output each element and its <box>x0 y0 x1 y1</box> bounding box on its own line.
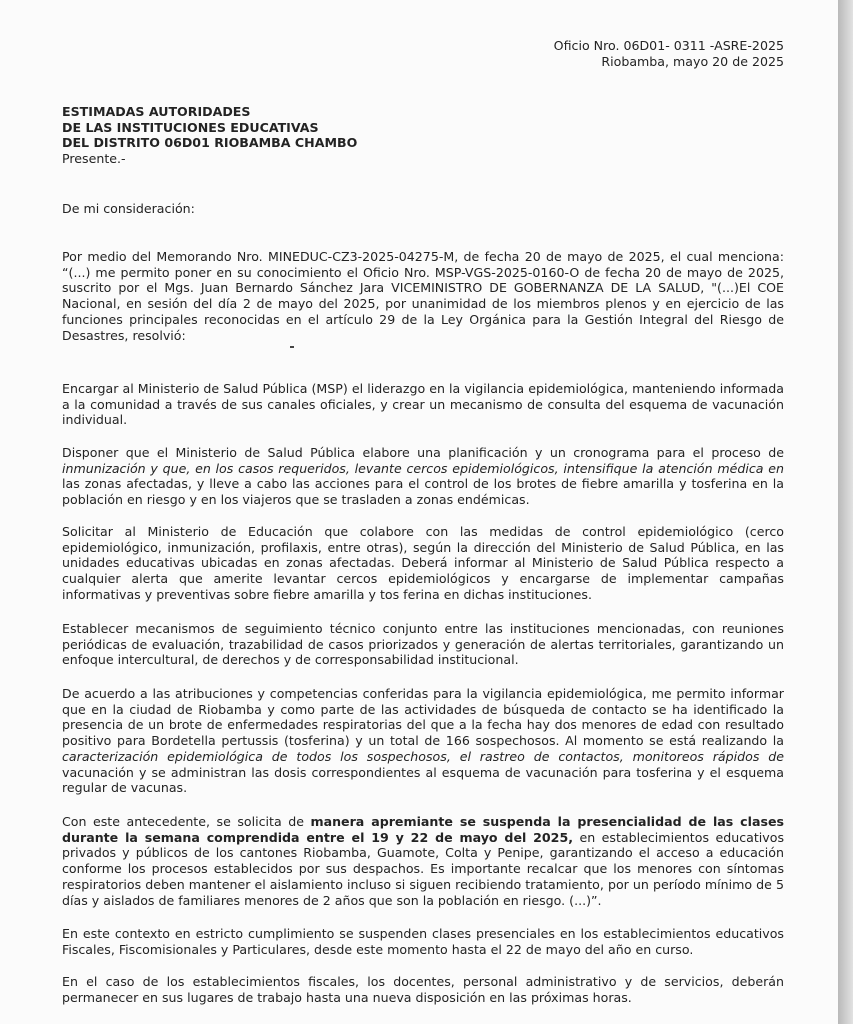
paragraph-memorandum: Por medio del Memorando Nro. MINEDUC-CZ3-2025-04275-M, de fecha 20 de mayo de 2025, el cual menciona: “(...) me permito poner en su conocimiento el Oficio Nro. MSP-VGS-2025-0160-O de fecha 20 de mayo de 2025, suscrito por el Mgs. Juan Bernardo Sánchez Jara VICEMINISTRO DE GOBERNANZA DE LA SALUD, "(...)El COE Nacional, en sesión del día 2 de mayo del 2025, por unanimidad de los miembros plenos y en ejercicio de las funciones principales reconocidas en el artículo 29 de la Ley Orgánica para la Gestión Integral del Riesgo de Desastres, resolvió: <box>62 249 784 343</box>
addressee-line-1: ESTIMADAS AUTORIDADES <box>62 104 251 119</box>
paragraph-de-acuerdo-italic: caracterización epidemiológica de todos los sospechosos, el rastreo de contactos, monitoreos rápidos de <box>62 748 784 764</box>
paragraph-antecedente <box>62 814 784 908</box>
place-date: Riobamba, mayo 20 de 2025 <box>601 53 784 69</box>
paragraph-de-acuerdo-part-c: vacunación y se administran las dosis correspondientes al esquema de vacunación para tosferina y el esquema regular de vacunas. <box>62 764 784 796</box>
paragraph-de-acuerdo-part-a: De acuerdo a las atribuciones y competencias conferidas para la vigilancia epidemiológica, me permito informar que en la ciudad de Riobamba y como parte de las actividades de búsqueda de contacto se ha identificado la presencia de un brote de enfermedades respiratorias del que a la fecha hay dos menores de edad con resultado positivo para Bordetella pertussis (tosferina) y un total de 166 sospechosos. Al momento se está realizando la <box>62 686 784 749</box>
addressee-line-2: DE LAS INSTITUCIONES EDUCATIVAS <box>62 119 319 135</box>
ink-mark <box>290 346 294 348</box>
paragraph-contexto: En este contexto en estricto cumplimiento se suspenden clases presenciales en los establecimientos educativos Fiscales, Fiscomisionales y Particulares, desde este momento hasta el 22 de mayo del año en curso. <box>62 926 784 957</box>
paragraph-solicitar: Solicitar al Ministerio de Educación que colabore con las medidas de control epidemiológico (cerco epidemiológico, inmunización, profilaxis, entre otras), según la dirección del Ministerio de Salud Pública, en las unidades educativas ubicadas en zonas afectadas. Deberá informar al Ministerio de Salud Pública respecto a cualquier alerta que amerite levantar cercos epidemiológicos y encargarse de implementar campañas informativas y preventivas sobre fiebre amarilla y tos ferina en dichas instituciones. <box>62 524 784 602</box>
paragraph-docentes: En el caso de los establecimientos fiscales, los docentes, personal administrativo y de servicios, deberán permanecer en sus lugares de trabajo hasta una nueva disposición en las próximas horas. <box>62 974 784 1005</box>
paragraph-disponer <box>62 445 784 508</box>
paragraph-encargar: Encargar al Ministerio de Salud Pública (MSP) el liderazgo en la vigilancia epidemiológica, manteniendo informada a la comunidad a través de sus canales oficiales, y crear un mecanismo de consulta del esquema de vacunación individual. <box>62 381 784 428</box>
addressee-line-4: Presente.- <box>62 151 126 167</box>
paragraph-antecedente-part-c: en establecimientos educativos privados y públicos de los cantones Riobamba, Guamote, Colta y Penipe, garantizando el acceso a educación conforme los procesos establecidos por sus despachos. Es importante recalcar que los menores con síntomas respiratorios deben mantener el aislamiento incluso si siguen recibiendo tratamiento, por un período mínimo de 5 días y aislados de familiares menores de 2 años que son la población en riesgo. (...)”. <box>62 829 785 908</box>
page-edge-shadow <box>838 0 853 1024</box>
paragraph-antecedente-part-a: Con este antecedente, se solicita de <box>62 814 311 829</box>
reference-block <box>554 38 784 69</box>
paragraph-disponer-part-a: Disponer que el Ministerio de Salud Pública elabore una planificación y un cronograma para el proceso de <box>62 445 784 460</box>
paragraph-disponer-part-c: las zonas afectadas, y lleve a cabo las acciones para el control de los brotes de fiebre amarilla y tosferina en la población en riesgo y en los viajeros que se trasladen a zonas endémicas. <box>62 476 784 508</box>
paragraph-establecer: Establecer mecanismos de seguimiento técnico conjunto entre las instituciones mencionadas, con reuniones periódicas de evaluación, trazabilidad de casos priorizados y generación de alertas territoriales, garantizando un enfoque intercultural, de derechos y de corresponsabilidad institucional. <box>62 621 784 668</box>
addressee-block <box>62 104 784 167</box>
paragraph-disponer-italic: inmunización y que, en los casos requeridos, levante cercos epidemiológicos, intensifique la atención médica en <box>62 460 784 476</box>
paragraph-antecedente-bold: manera apremiante se suspenda la presencialidad de las clases durante la semana comprendida entre el 19 y 22 de mayo del 2025, <box>62 814 784 845</box>
oficio-number: Oficio Nro. 06D01- 0311 -ASRE-2025 <box>553 38 784 53</box>
paragraph-de-acuerdo <box>62 686 784 796</box>
addressee-line-3: DEL DISTRITO 06D01 RIOBAMBA CHAMBO <box>62 135 358 151</box>
greeting: De mi consideración: <box>62 201 195 216</box>
